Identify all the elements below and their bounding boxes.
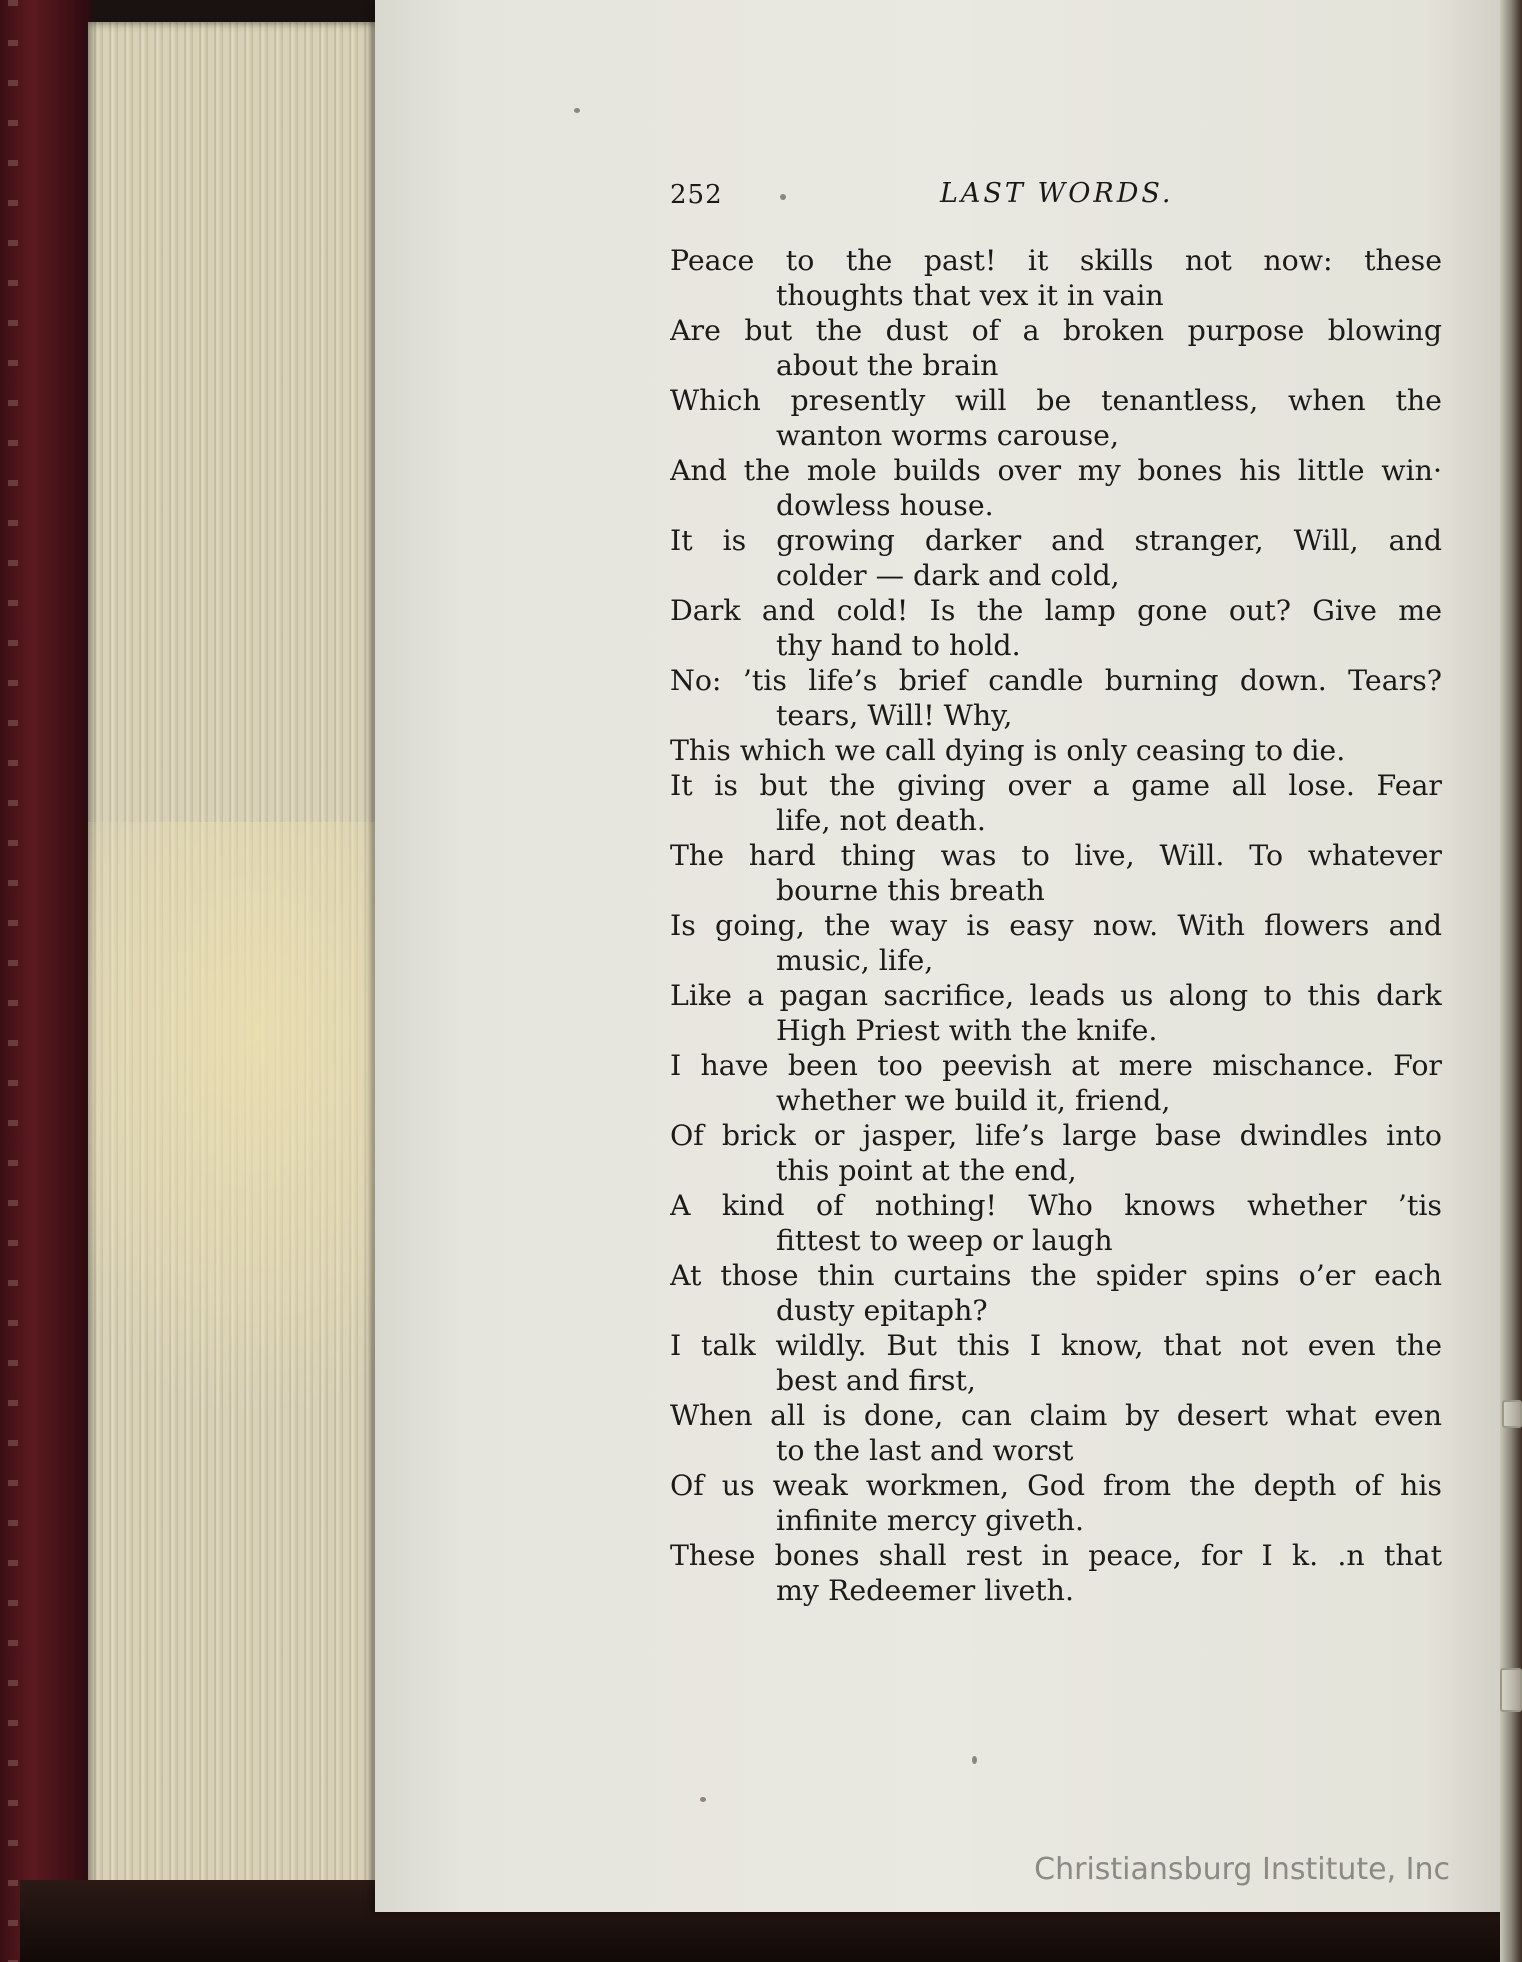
line-first: And the mole builds over my bones his little win· xyxy=(670,454,1442,487)
poem-line xyxy=(670,768,1442,838)
poem-line xyxy=(670,523,1442,593)
line-first: Like a pagan sacrifice, leads us along to this dark xyxy=(670,979,1442,1012)
poem-line xyxy=(670,663,1442,733)
poem-line xyxy=(670,453,1442,523)
line-continuation: music, life, xyxy=(776,944,934,977)
line-first: I talk wildly. But this I know, that not even the xyxy=(670,1329,1442,1362)
line-continuation: about the brain xyxy=(776,349,999,382)
line-continuation: thy hand to hold. xyxy=(776,629,1021,662)
line-first: Of us weak workmen, God from the depth of his xyxy=(670,1469,1442,1502)
line-continuation: dusty epitaph? xyxy=(776,1294,988,1327)
poem-line xyxy=(670,313,1442,383)
line-first: Are but the dust of a broken purpose blowing xyxy=(670,314,1442,347)
line-continuation: High Priest with the knife. xyxy=(776,1014,1158,1047)
clip-mark-lower xyxy=(1500,1668,1522,1712)
page-title: LAST WORDS. xyxy=(940,178,1174,209)
clip-mark-upper xyxy=(1502,1400,1522,1428)
poem-line xyxy=(670,838,1442,908)
poem-line xyxy=(670,1118,1442,1188)
line-first: Dark and cold! Is the lamp gone out? Give me xyxy=(670,594,1442,627)
line-first: Peace to the past! it skills not now: these xyxy=(670,244,1442,277)
poem-line xyxy=(670,1398,1442,1468)
line-first: At those thin curtains the spider spins o’er each xyxy=(670,1259,1442,1292)
line-first: No: ’tis life’s brief candle burning down. Tears? xyxy=(670,664,1442,697)
poem-line xyxy=(670,383,1442,453)
poem-text xyxy=(670,243,1442,1608)
line-first: When all is done, can claim by desert what even xyxy=(670,1399,1442,1432)
line-first: It is but the giving over a game all lose. Fear xyxy=(670,769,1442,802)
line-first: Of brick or jasper, life’s large base dwindles into xyxy=(670,1119,1442,1152)
poem-line xyxy=(670,1538,1442,1608)
line-continuation: dowless house. xyxy=(776,489,994,522)
line-first: The hard thing was to live, Will. To whatever xyxy=(670,839,1442,872)
line-continuation: best and first, xyxy=(776,1364,976,1397)
paper-speck xyxy=(700,1797,706,1802)
poem-line xyxy=(670,1048,1442,1118)
line-continuation: life, not death. xyxy=(776,804,986,837)
line-continuation: wanton worms carouse, xyxy=(776,419,1119,452)
poem-line xyxy=(670,1328,1442,1398)
line-continuation: colder — dark and cold, xyxy=(776,559,1120,592)
poem-line xyxy=(670,593,1442,663)
line-continuation: this point at the end, xyxy=(776,1154,1077,1187)
line-first: This which we call dying is only ceasing to die. xyxy=(670,734,1346,767)
line-continuation: whether we build it, friend, xyxy=(776,1084,1171,1117)
poem-line xyxy=(670,908,1442,978)
line-continuation: tears, Will! Why, xyxy=(776,699,1013,732)
line-continuation: thoughts that vex it in vain xyxy=(776,279,1164,312)
line-continuation: to the last and worst xyxy=(776,1434,1074,1467)
paper-speck xyxy=(972,1756,977,1764)
paper-speck xyxy=(574,108,580,113)
poem-line xyxy=(670,733,1442,768)
page-block-edges xyxy=(88,22,380,1902)
line-first: It is growing darker and stranger, Will, and xyxy=(670,524,1442,557)
running-head xyxy=(670,176,1450,220)
line-first: A kind of nothing! Who knows whether ’tis xyxy=(670,1189,1442,1222)
book-cover-edge xyxy=(0,0,92,1962)
line-continuation: fittest to weep or laugh xyxy=(776,1224,1113,1257)
line-continuation: my Redeemer liveth. xyxy=(776,1574,1074,1607)
line-first: These bones shall rest in peace, for I k. .n that xyxy=(670,1539,1442,1572)
poem-line xyxy=(670,978,1442,1048)
line-continuation: infinite mercy giveth. xyxy=(776,1504,1084,1537)
line-first: Is going, the way is easy now. With flowers and xyxy=(670,909,1442,942)
line-first: I have been too peevish at mere mischance. For xyxy=(670,1049,1442,1082)
poem-line xyxy=(670,1468,1442,1538)
poem-line xyxy=(670,243,1442,313)
page-number: 252 xyxy=(670,180,723,210)
poem-line xyxy=(670,1188,1442,1258)
line-continuation: bourne this breath xyxy=(776,874,1045,907)
watermark-text: Christiansburg Institute, Inc xyxy=(1034,1852,1450,1887)
line-first: Which presently will be tenantless, when the xyxy=(670,384,1442,417)
poem-line xyxy=(670,1258,1442,1328)
